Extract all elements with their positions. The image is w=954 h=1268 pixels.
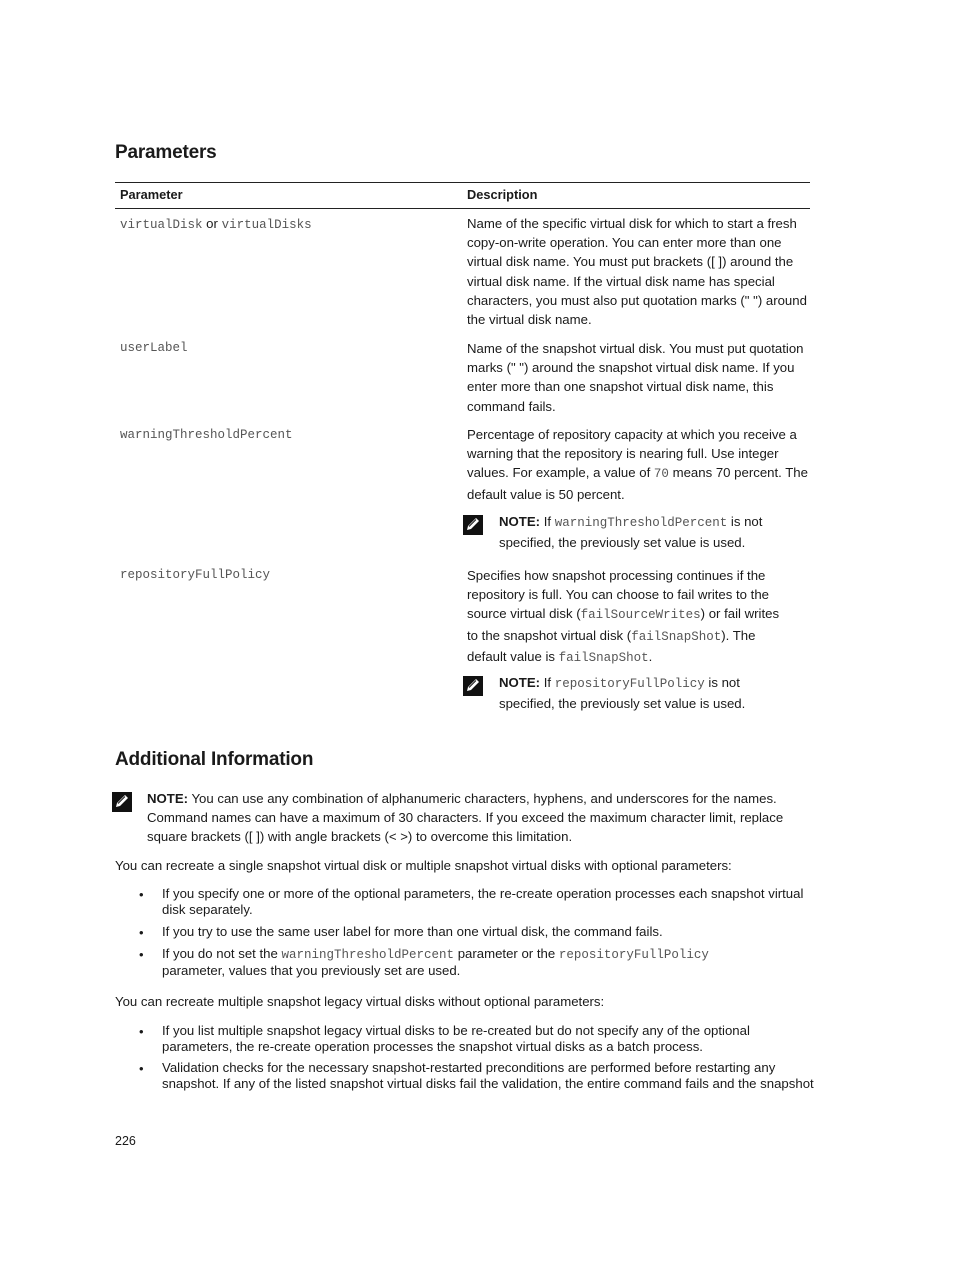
desc-line xyxy=(467,647,812,668)
desc-text: to the snapshot virtual disk ( xyxy=(467,627,632,643)
code-value: failSnapShot xyxy=(631,629,722,644)
note-line: square brackets ([ ]) with angle brackets (< >) to overcome this limitation. xyxy=(147,829,573,845)
table-top-rule xyxy=(115,182,810,183)
param-description xyxy=(467,339,812,416)
list-item-line: If you try to use the same user label for more than one virtual disk, the command fails. xyxy=(162,924,663,939)
param-name: virtualDisk xyxy=(120,218,203,232)
list-item xyxy=(162,1023,822,1055)
list-item-line xyxy=(162,946,822,963)
desc-line: enter more than one snapshot virtual disk name, this xyxy=(467,379,774,395)
desc-line: Percentage of repository capacity at which you receive a xyxy=(467,427,797,442)
section-title-parameters: Parameters xyxy=(115,142,217,163)
note-pencil-icon xyxy=(463,515,483,535)
column-header-description: Description xyxy=(467,187,538,202)
section-title-additional-information: Additional Information xyxy=(115,749,314,770)
note-pencil-icon xyxy=(112,792,132,812)
table-header-rule xyxy=(115,208,810,209)
desc-line xyxy=(467,604,812,625)
note-text xyxy=(499,673,819,713)
desc-text: source virtual disk ( xyxy=(467,606,581,622)
list-item-line: parameters, the re-create operation processes the snapshot virtual disks as a batch process. xyxy=(162,1039,703,1054)
param-description xyxy=(467,566,812,668)
list-item xyxy=(162,924,822,940)
param-name: warningThresholdPercent xyxy=(120,428,293,442)
desc-text: ). The xyxy=(721,627,756,643)
list-text: parameter or the xyxy=(454,946,559,961)
desc-text: ) or fail writes xyxy=(700,606,780,622)
code-value: failSourceWrites xyxy=(580,608,701,623)
note-line: specified, the previously set value is used. xyxy=(499,535,746,551)
code-value: warningThresholdPercent xyxy=(281,948,455,962)
desc-line: the virtual disk name. xyxy=(467,312,592,328)
note-line xyxy=(499,512,819,533)
list-item-line: parameter, values that you previously set are used. xyxy=(162,963,461,978)
list-text: If you do not set the xyxy=(162,946,282,961)
note-line: specified, the previously set value is used. xyxy=(499,696,746,712)
param-description xyxy=(467,425,812,504)
param-separator: or xyxy=(202,216,222,231)
note-body: is not xyxy=(727,514,763,529)
code-value: 70 xyxy=(653,467,669,482)
note-label: NOTE: xyxy=(147,791,189,806)
desc-line: copy-on-write operation. You can enter more than one xyxy=(467,235,782,251)
desc-text: means 70 percent. The xyxy=(668,465,808,481)
desc-line: command fails. xyxy=(467,398,556,414)
bullet-marker: • xyxy=(139,947,144,962)
desc-line: Name of the specific virtual disk for which to start a fresh xyxy=(467,216,797,231)
note-line xyxy=(147,789,827,808)
desc-line xyxy=(467,463,812,484)
desc-line: Specifies how snapshot processing continues if the xyxy=(467,568,766,583)
note-body: If xyxy=(540,675,555,690)
note-label: NOTE: xyxy=(499,675,541,690)
desc-line: characters, you must also put quotation marks (" ") around xyxy=(467,292,807,308)
desc-text: values. For example, a value of xyxy=(467,465,654,481)
param-description xyxy=(467,214,812,329)
desc-line: repository is full. You can choose to fail writes to the xyxy=(467,587,770,603)
desc-text: default value is xyxy=(467,648,559,664)
note-body: is not xyxy=(704,675,740,690)
note-line: Command names can have a maximum of 30 characters. If you exceed the maximum character limit, replace xyxy=(147,810,784,826)
note-text xyxy=(499,512,819,552)
param-name: userLabel xyxy=(120,341,188,355)
body-paragraph: You can recreate multiple snapshot legacy virtual disks without optional parameters: xyxy=(115,994,605,1009)
bullet-marker: • xyxy=(139,925,144,940)
bullet-marker: • xyxy=(139,1061,144,1076)
list-item xyxy=(162,1060,822,1092)
note-body: If xyxy=(540,514,555,529)
code-value: warningThresholdPercent xyxy=(554,516,728,530)
note-label: NOTE: xyxy=(499,514,541,529)
desc-line: warning that the repository is nearing full. Use integer xyxy=(467,446,779,462)
note-body: You can use any combination of alphanumeric characters, hyphens, and underscores for the names. xyxy=(188,791,777,806)
desc-line xyxy=(467,626,812,647)
code-value: failSnapShot xyxy=(558,650,649,665)
desc-text: . xyxy=(648,648,653,664)
desc-line: virtual disk name. If the virtual disk name has special xyxy=(467,273,775,289)
list-item-line: Validation checks for the necessary snapshot-restarted preconditions are performed before restarting any xyxy=(162,1060,776,1075)
table-row xyxy=(120,214,312,235)
desc-line: default value is 50 percent. xyxy=(467,486,625,502)
table-row xyxy=(120,564,270,585)
bullet-marker: • xyxy=(139,1024,144,1039)
code-value: repositoryFullPolicy xyxy=(558,948,709,962)
note-pencil-icon xyxy=(463,676,483,696)
desc-line: marks (" ") around the snapshot virtual disk name. If you xyxy=(467,360,795,376)
list-item-line: If you list multiple snapshot legacy virtual disks to be re-created but do not specify any of the optional xyxy=(162,1023,750,1038)
note-text xyxy=(147,789,827,847)
param-name: repositoryFullPolicy xyxy=(120,568,271,582)
bullet-marker: • xyxy=(139,887,144,902)
code-value: repositoryFullPolicy xyxy=(554,677,705,691)
param-name: virtualDisks xyxy=(221,218,312,232)
page-number: 226 xyxy=(115,1134,136,1148)
list-item xyxy=(162,886,822,918)
body-paragraph: You can recreate a single snapshot virtual disk or multiple snapshot virtual disks with optional parameters: xyxy=(115,858,732,873)
list-item-line: If you specify one or more of the optional parameters, the re-create operation processes each snapshot virtual xyxy=(162,886,804,901)
column-header-parameter: Parameter xyxy=(120,187,183,202)
desc-line: Name of the snapshot virtual disk. You must put quotation xyxy=(467,341,804,356)
table-row xyxy=(120,337,188,358)
table-row xyxy=(120,424,293,445)
desc-line: virtual disk name. You must put brackets ([ ]) around the xyxy=(467,254,794,270)
list-item xyxy=(162,946,822,979)
list-item-line: snapshot. If any of the listed snapshot virtual disks fail the validation, the entire command fails and the snapshot xyxy=(162,1076,814,1091)
list-item-line: disk separately. xyxy=(162,902,253,917)
note-line xyxy=(499,673,819,694)
